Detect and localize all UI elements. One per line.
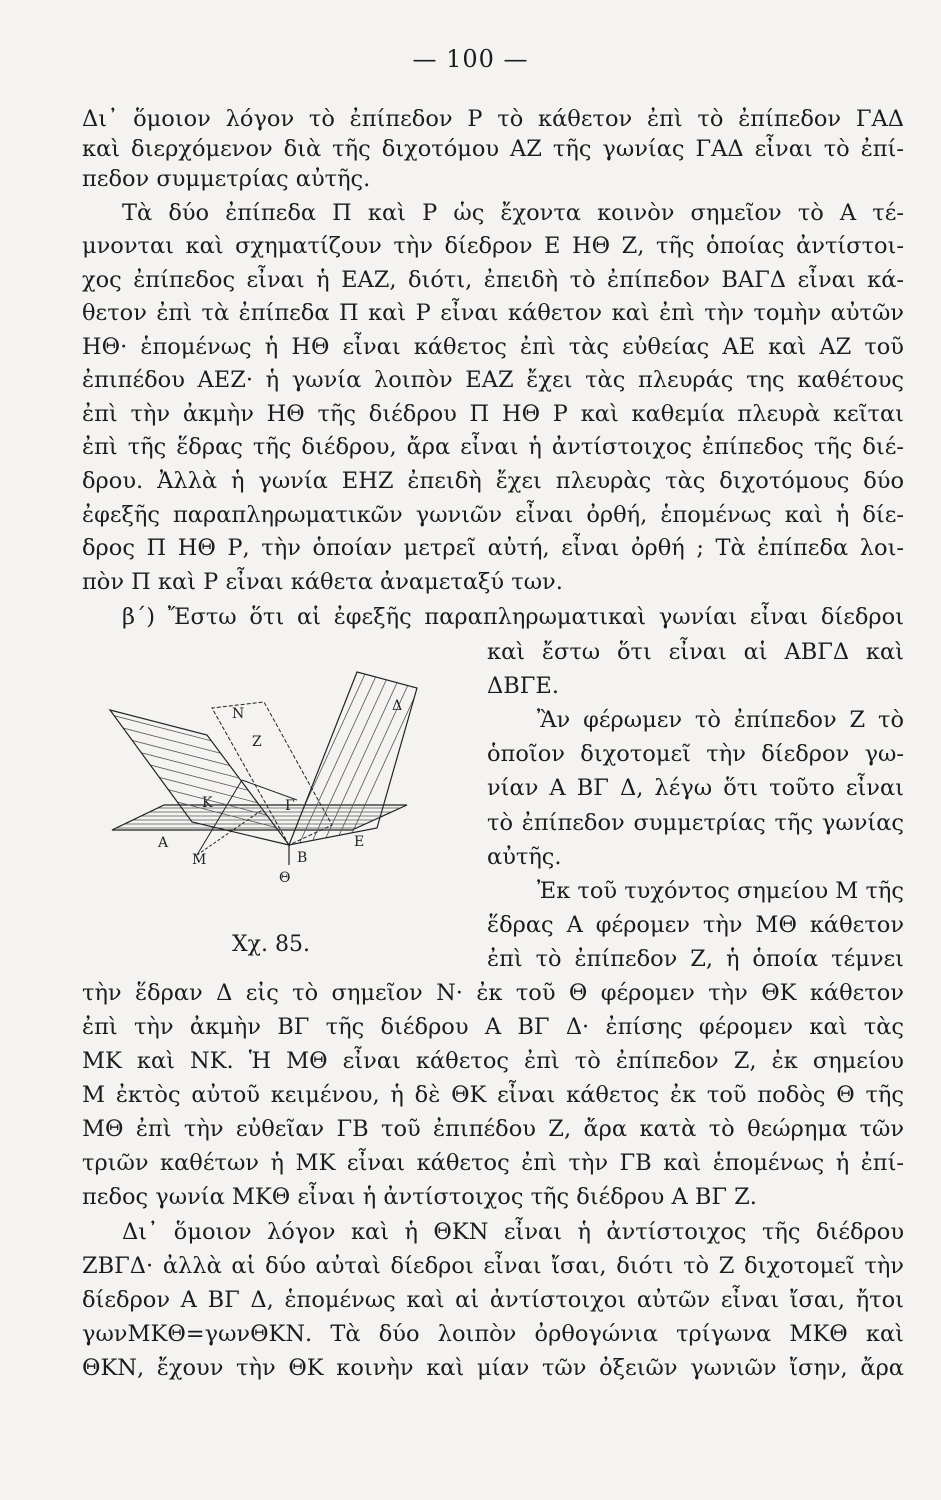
label-N: Ν (232, 706, 245, 722)
figure-caption: Χχ. 85. (232, 932, 310, 957)
text-line: τριῶν καθέτων ἡ ΜΚ εἶναι κάθετος ἐπὶ τὴν ΓΒ καὶ ἑπομένως ἡ ἐπί- (82, 1150, 904, 1176)
label-theta: Θ (279, 870, 291, 886)
text-line: γωνΜΚΘ=γωνΘΚΝ. Τὰ δύο λοιπὸν ὀρθογώνια τρίγωνα ΜΚΘ καὶ (82, 1321, 904, 1347)
text-line: ΜΘ ἐπὶ τὴν εὐθεῖαν ΓΒ τοῦ ἐπιπέδου Ζ, ἄρα κατὰ τὸ θεώρημα τῶν (82, 1116, 904, 1142)
text-line: ΜΚ καὶ ΝΚ. Ἡ ΜΘ εἶναι κάθετος ἐπὶ τὸ ἐπίπεδον Ζ, ἐκ σημείου (82, 1048, 904, 1074)
text-line: ΖΒΓΔ· ἀλλὰ αἱ δύο αὐταὶ δίεδροι εἶναι ἴσαι, διότι τὸ Ζ διχοτομεῖ τὴν (82, 1253, 904, 1279)
text-line: Ἐκ τοῦ τυχόντος σημείου Μ τῆς (537, 878, 904, 904)
label-E: Ε (354, 834, 365, 850)
text-line: νίαν Α ΒΓ Δ, λέγω ὅτι τοῦτο εἶναι (487, 775, 904, 801)
text-line: πεδος γωνία ΜΚΘ εἶναι ἡ ἀντίστοιχος τῆς διέδρου Α ΒΓ Ζ. (82, 1184, 757, 1210)
label-Z: Ζ (252, 734, 262, 750)
bisector-plane (212, 702, 332, 845)
base-plane (112, 805, 407, 830)
text-line: Τὰ δύο ἐπίπεδα Π καὶ Ρ ὡς ἔχοντα κοινὸν σημεῖον τὸ Α τέ- (122, 200, 904, 226)
text-line: πεδον συμμετρίας αὐτῆς. (82, 166, 371, 192)
label-A: Α (158, 835, 169, 851)
text-line: ὁποῖον διχοτομεῖ τὴν δίεδρον γω- (487, 741, 904, 767)
text-line: καὶ διερχόμενον διὰ τῆς διχοτόμου ΑΖ τῆς γωνίας ΓΑΔ εἶναι τὸ ἐπί- (82, 136, 904, 162)
text-line: ΘΚΝ, ἔχουν τὴν ΘΚ κοινὴν καὶ μίαν τῶν ὀξειῶν γωνιῶν ἴσην, ἄρα (82, 1355, 904, 1381)
text-line: καὶ ἔστω ὅτι εἶναι αἱ ΑΒΓΔ καὶ (487, 639, 904, 665)
text-line: ΗΘ· ἑπομένως ἡ ΗΘ εἶναι κάθετος ἐπὶ τὰς εὐθείας ΑΕ καὶ ΑΖ τοῦ (82, 334, 904, 360)
text-line: δίεδρον Α ΒΓ Δ, ἑπομένως καὶ αἱ ἀντίστοιχοι αὐτῶν εἶναι ἴσαι, ἤτοι (82, 1287, 904, 1313)
text-line: ἐπὶ τὴν ἀκμὴν ΗΘ τῆς διέδρου Π ΗΘ Ρ καὶ καθεμία πλευρὰ κεῖται (82, 401, 904, 427)
dihedral-figure (92, 650, 422, 910)
label-B: Β (297, 850, 308, 866)
label-K: Κ (202, 795, 213, 811)
text-line: αὐτῆς. (487, 844, 562, 870)
text-line: μνονται καὶ σχηματίζουν τὴν δίεδρον Ε ΗΘ Ζ, τῆς ὁποίας ἀντίστοι- (82, 233, 904, 259)
text-line: τὸ ἐπίπεδον συμμετρίας τῆς γωνίας (487, 810, 904, 836)
text-line: ἕδρας Α φέρομεν τὴν ΜΘ κάθετον (487, 912, 904, 938)
text-line: ἐπιπέδου ΑΕΖ· ἡ γωνία λοιπὸν ΕΑΖ ἔχει τὰς πλευράς της καθέτους (82, 367, 904, 393)
text-line: ἐφεξῆς παραπληρωματικῶν γωνιῶν εἶναι ὀρθή, ἑπομένως καὶ ἡ δίε- (82, 502, 904, 528)
text-line: ἐπὶ τὴν ἀκμὴν ΒΓ τῆς διέδρου Α ΒΓ Δ· ἐπίσης φέρομεν καὶ τὰς (82, 1014, 904, 1040)
text-line: τὴν ἕδραν Δ εἰς τὸ σημεῖον Ν· ἐκ τοῦ Θ φέρομεν τὴν ΘΚ κάθετον (82, 980, 904, 1006)
text-line: ἐπὶ τῆς ἕδρας τῆς διέδρου, ἄρα εἶναι ἡ ἀντίστοιχος ἐπίπεδος τῆς διέ- (82, 434, 904, 460)
text-line: ΔΒΓΕ. (487, 673, 559, 699)
page-number: — 100 — (412, 45, 529, 73)
label-M: Μ (192, 852, 207, 868)
text-line: δρου. Ἀλλὰ ἡ γωνία ΕΗΖ ἐπειδὴ ἔχει πλευρὰς τὰς διχοτόμους δύο (82, 468, 904, 494)
text-line: Ἂν φέρωμεν τὸ ἐπίπεδον Ζ τὸ (537, 707, 904, 733)
text-line: Μ ἐκτὸς αὐτοῦ κειμένου, ἡ δὲ ΘΚ εἶναι κάθετος ἐκ τοῦ ποδὸς Θ τῆς (82, 1082, 904, 1108)
text-line: θετον ἐπὶ τὰ ἐπίπεδα Π καὶ Ρ εἶναι κάθετον καὶ ἐπὶ τὴν τομὴν αὐτῶν (82, 300, 904, 326)
text-line: ἐπὶ τὸ ἐπίπεδον Ζ, ἡ ὁποία τέμνει (487, 946, 904, 972)
text-line: Δι᾿ ὅμοιον λόγον τὸ ἐπίπεδον Ρ τὸ κάθετον ἐπὶ τὸ ἐπίπεδον ΓΑΔ (82, 106, 904, 132)
label-D: Δ (392, 698, 403, 714)
text-line: χος ἐπίπεδος εἶναι ἡ ΕΑΖ, διότι, ἐπειδὴ τὸ ἐπίπεδον ΒΑΓΔ εἶναι κά- (82, 267, 904, 293)
label-G: Γ (285, 798, 295, 814)
text-line: πὸν Π καὶ Ρ εἶναι κάθετα ἀναμεταξύ των. (82, 569, 563, 595)
text-line: β΄) Ἔστω ὅτι αἱ ἐφεξῆς παραπληρωματικαὶ γωνίαι εἶναι δίεδροι (122, 604, 904, 630)
text-line: Δι᾿ ὅμοιον λόγον καὶ ἡ ΘΚΝ εἶναι ἡ ἀντίστοιχος τῆς διέδρου (122, 1219, 904, 1245)
text-line: δρος Π ΗΘ Ρ, τὴν ὁποίαν μετρεῖ αὐτή, εἶναι ὀρθή ; Τὰ ἐπίπεδα λοι- (82, 535, 904, 561)
